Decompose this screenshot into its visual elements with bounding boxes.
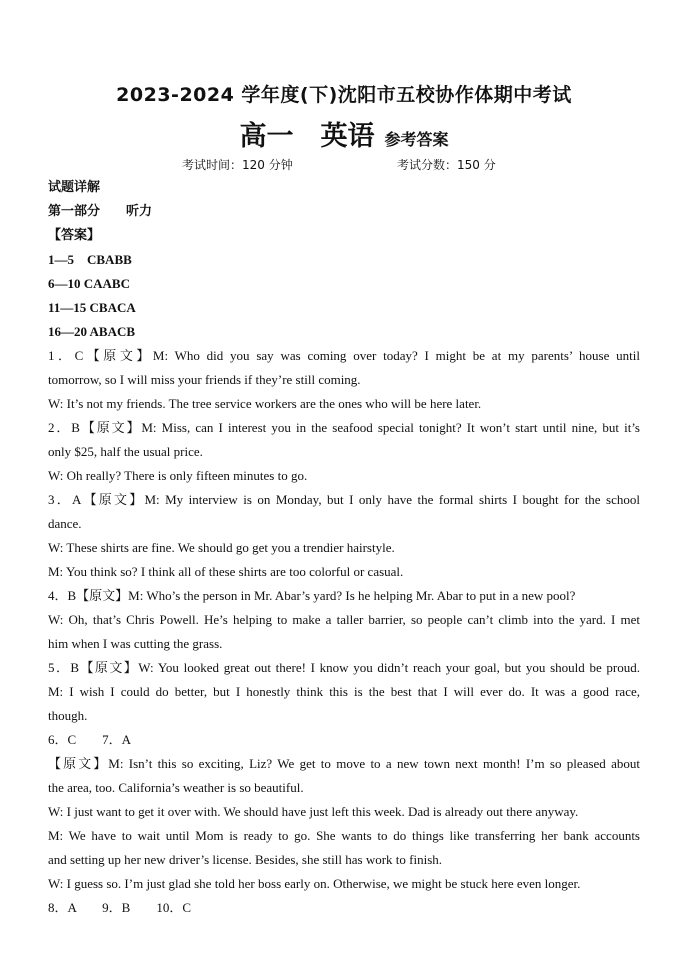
transcript-line: 5．B【原文】W: You looked great out there! I know you didn’t reach your goal, but you should be proud. xyxy=(48,660,640,675)
answer-row: 16—20 ABACB xyxy=(48,324,136,339)
transcript-line: 1．C【原文】M: Who did you say was coming over today? I might be at my parents’ house until xyxy=(48,348,640,363)
transcript-line: only $25, half the usual price. xyxy=(48,444,203,459)
transcript-line: 6．C 7．A xyxy=(48,732,132,747)
exam-score: 考试分数：150 分 xyxy=(397,158,496,172)
transcript-line: 3．A【原文】M: My interview is on Monday, but I only have the formal shirts I bought for the school xyxy=(48,492,640,507)
answer-row: 11—15 CBACA xyxy=(48,300,136,315)
exam-time: 考试时间：120 分钟 xyxy=(182,158,293,172)
transcript-line: W: Oh, that’s Chris Powell. He’s helping to make a taller barrier, so people can’t climb into the yard. I met xyxy=(48,612,640,627)
transcript-line: 4．B【原文】M: Who’s the person in Mr. Abar’s yard? Is he helping Mr. Abar to put in a new pool? xyxy=(48,588,576,603)
transcript-line: the area, too. California’s weather is so beautiful. xyxy=(48,780,304,795)
answer-key-label: 参考答案 xyxy=(384,130,449,149)
transcript-line: W: These shirts are fine. We should go get you a trendier hairstyle. xyxy=(48,540,395,555)
transcript-line: dance. xyxy=(48,516,82,531)
transcript-line: 【原文】M: Isn’t this so exciting, Liz? We get to move to a new town next month! I’m so pleased about xyxy=(48,756,640,771)
transcript-line: W: Oh really? There is only fifteen minutes to go. xyxy=(48,468,308,483)
transcript-line: him when I was cutting the grass. xyxy=(48,636,223,651)
transcript-line: W: I guess so. I’m just glad she told her boss early on. Otherwise, we might be stuck here even longer. xyxy=(48,876,581,891)
transcript-line: tomorrow, so I will miss your friends if they’re still coming. xyxy=(48,372,361,387)
grade-subject: 高一 英语 xyxy=(239,121,375,152)
transcript-line: and setting up her new driver’s license. Besides, she still has work to finish. xyxy=(48,852,443,867)
transcript-line: W: It’s not my friends. The tree service workers are the ones who will be here later. xyxy=(48,396,482,411)
answer-row: 6—10 CAABC xyxy=(48,276,130,291)
answer-label: 【答案】 xyxy=(48,228,101,243)
answer-row: 1—5 CBABB xyxy=(48,252,132,267)
transcript-line: 8．A 9．B 10．C xyxy=(48,900,192,915)
transcript-line: M: You think so? I think all of these shirts are too colorful or casual. xyxy=(48,564,404,579)
transcript-line: 2．B【原文】M: Miss, can I interest you in the seafood special tonight? It won’t start until nine, but it’s xyxy=(48,420,640,435)
exam-title: 2023-2024 学年度(下)沈阳市五校协作体期中考试 xyxy=(116,84,572,106)
section-details: 试题详解 xyxy=(48,180,101,195)
transcript-line: though. xyxy=(48,708,88,723)
transcript-line: M: We have to wait until Mom is ready to go. She wants to do things like transferring her bank accounts xyxy=(48,828,640,843)
section-part1: 第一部分 听力 xyxy=(48,204,153,219)
document-body xyxy=(48,176,640,920)
subtitle-row xyxy=(0,114,688,153)
transcript-line: W: I just want to get it over with. We should have just left this week. Dad is already out there anyway. xyxy=(48,804,579,819)
transcript-line: M: I wish I could do better, but I honestly think this is the best that I will ever do. It was a good race, xyxy=(48,684,640,699)
